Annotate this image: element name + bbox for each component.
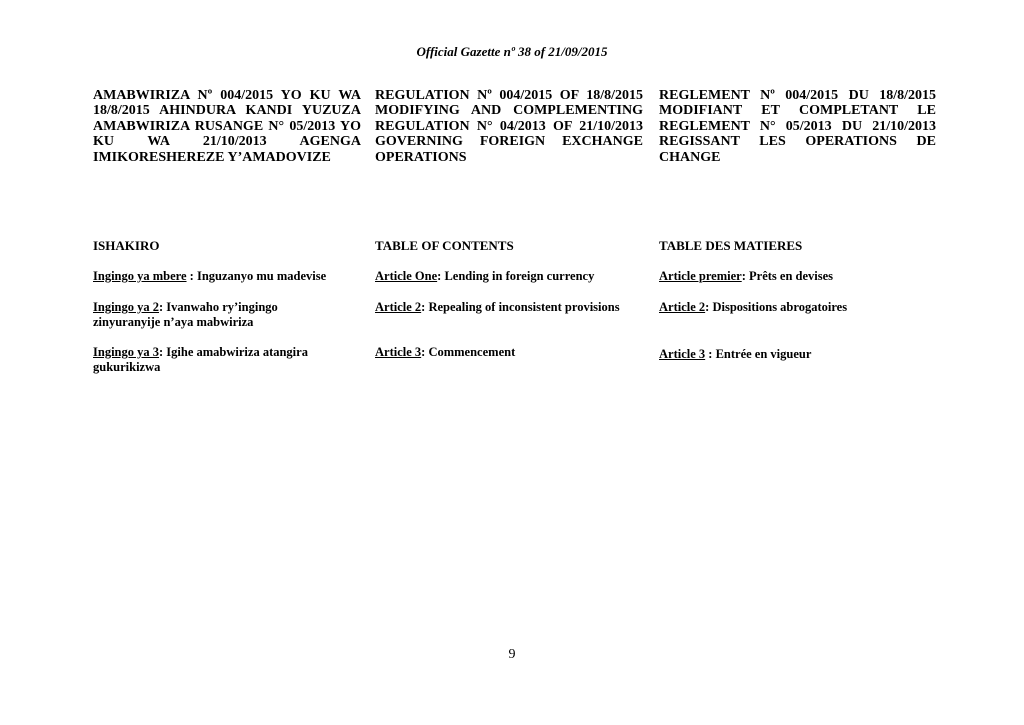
toc-heading-french: TABLE DES MATIERES [659, 238, 803, 253]
article-ref: Article One [375, 269, 438, 283]
toc-entry [659, 269, 936, 284]
gazette-header: Official Gazette nº 38 of 21/09/2015 [416, 44, 608, 59]
toc-entry [93, 345, 343, 375]
article-ref: Ingingo ya 3 [93, 345, 159, 359]
article-title: Dispositions abrogatoires [712, 300, 848, 314]
article-ref: Article 3 [659, 347, 706, 361]
article-ref: Article premier [659, 269, 742, 283]
page-number: 9 [508, 647, 516, 662]
article-title: Repealing of inconsistent provisions [428, 300, 620, 314]
toc-entry [659, 300, 936, 315]
toc-heading-kinyarwanda: ISHAKIRO [93, 238, 160, 253]
article-ref: Article 2 [659, 300, 706, 314]
regulation-title-english: REGULATION Nº 004/2015 OF 18/8/2015 MODIFYING AND COMPLEMENTING REGULATION N° 04/2013 OF 21/10/2013 GOVERNING FOREIGN EXCHANGE OPERATIONS [375, 88, 643, 165]
article-ref: Article 3 [375, 345, 422, 359]
article-title: Prêts en devises [749, 269, 834, 283]
article-ref: Ingingo ya 2 [93, 300, 159, 314]
article-ref: Ingingo ya mbere [93, 269, 187, 283]
toc-heading-english: TABLE OF CONTENTS [375, 238, 514, 253]
separator: : [705, 347, 716, 361]
toc-entry [375, 300, 643, 315]
separator: : [159, 300, 167, 314]
separator: : [437, 269, 445, 283]
separator: : [741, 269, 750, 283]
separator: : [159, 345, 167, 359]
toc-entry [375, 345, 643, 360]
separator: : [421, 345, 429, 359]
separator: : [421, 300, 429, 314]
article-title: Commencement [428, 345, 516, 359]
article-title: Igihe amabwiriza atangira gukurikizwa [93, 345, 308, 374]
article-ref: Article 2 [375, 300, 422, 314]
toc-entry [659, 347, 936, 362]
regulation-title-french: REGLEMENT Nº 004/2015 DU 18/8/2015 MODIFIANT ET COMPLETANT LE REGLEMENT N° 05/2013 DU 21/10/2013 REGISSANT LES OPERATIONS DE CHANGE [659, 88, 936, 165]
separator: : [186, 269, 197, 283]
separator: : [705, 300, 713, 314]
toc-entry [93, 300, 323, 330]
article-title: Entrée en vigueur [715, 347, 812, 361]
toc-entry [93, 269, 361, 284]
toc-entry [375, 269, 643, 284]
regulation-title-kinyarwanda: AMABWIRIZA Nº 004/2015 YO KU WA 18/8/2015 AHINDURA KANDI YUZUZA AMABWIRIZA RUSANGE N° 05/2013 YO KU WA 21/10/2013 AGENGA IMIKORESHEREZE Y’AMADOVIZE [93, 88, 361, 165]
article-title: Lending in foreign currency [444, 269, 595, 283]
article-title: Inguzanyo mu madevise [196, 269, 327, 283]
article-title: Ivanwaho ry’ingingo zinyuranyije n’aya mabwiriza [93, 300, 278, 329]
